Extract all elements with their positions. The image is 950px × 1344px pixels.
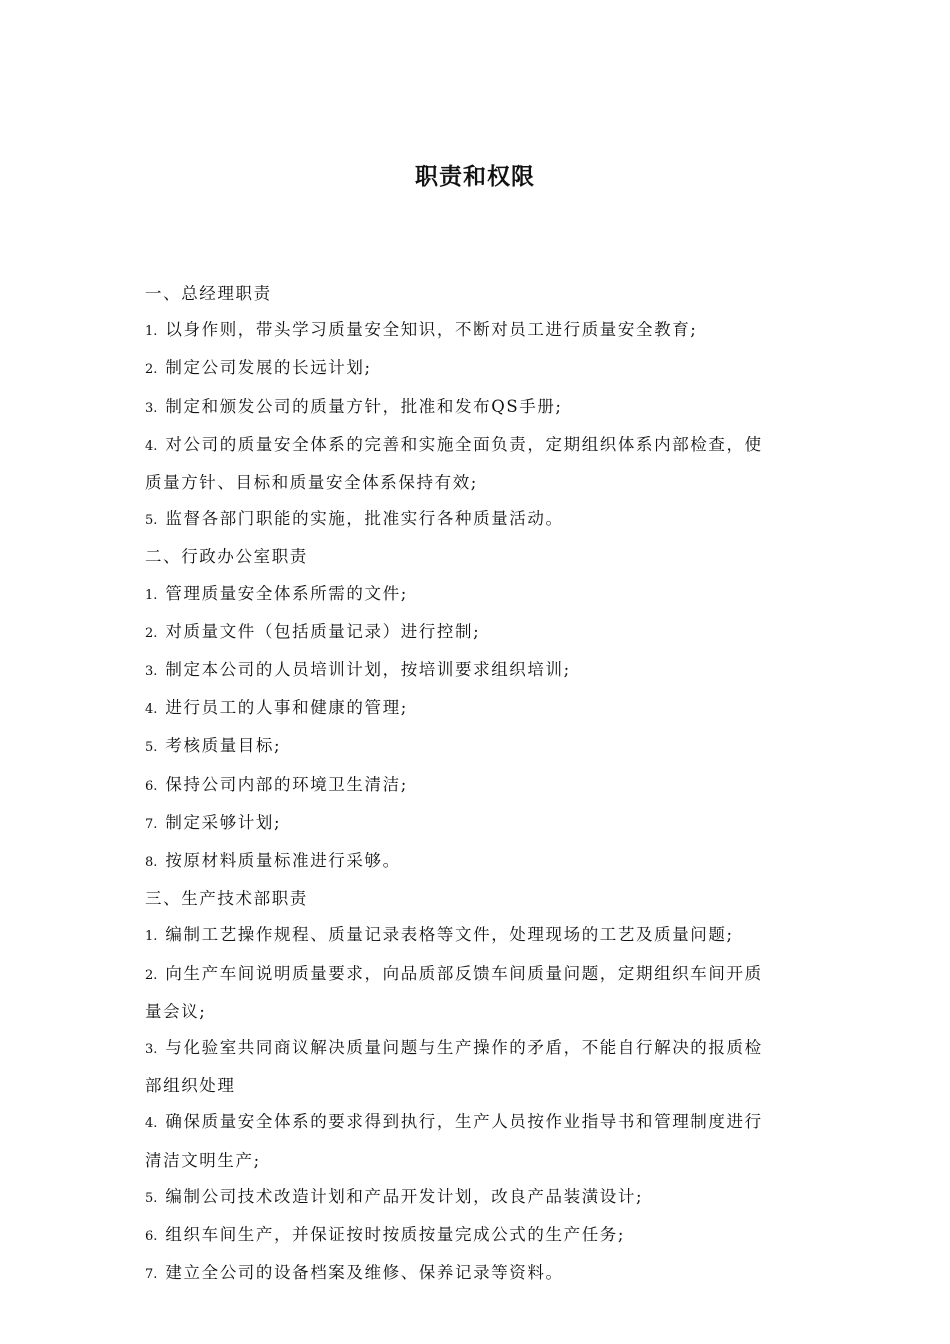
item-number: 1. (145, 324, 158, 340)
item-text: 编制公司技术改造计划和产品开发计划，改良产品装潢设计; (165, 1186, 644, 1206)
item-number: 7. (145, 1267, 158, 1283)
section-heading-admin-office: 二、行政办公室职责 (145, 547, 308, 567)
item-text: 进行员工的人事和健康的管理; (165, 698, 408, 718)
item-number: 5. (145, 513, 158, 529)
item-text: 对质量文件（包括质量记录）进行控制; (165, 621, 481, 641)
item-text: 以身作则，带头学习质量安全知识，不断对员工进行质量安全教育; (165, 320, 698, 340)
item-number: 1. (145, 587, 158, 603)
list-item (145, 917, 807, 955)
item-text: 组织车间生产，并保证按时按质按量完成公式的生产任务; (165, 1225, 626, 1245)
list-item (145, 843, 807, 881)
item-text: 确保质量安全体系的要求得到执行，生产人员按作业指导书和管理制度进行 (165, 1112, 763, 1132)
item-number: 4. (145, 702, 158, 718)
list-item (145, 1255, 807, 1293)
item-number: 5. (145, 1190, 158, 1206)
item-text: 建立全公司的设备档案及维修、保养记录等资料。 (165, 1263, 564, 1283)
item-number: 3. (145, 664, 158, 680)
item-text: 监督各部门职能的实施，批准实行各种质量活动。 (165, 509, 564, 529)
document-body (145, 276, 807, 1293)
item-number: 7. (145, 816, 158, 832)
item-continuation: 清洁文明生产; (145, 1150, 261, 1170)
item-number: 4. (145, 438, 158, 454)
list-item (145, 805, 807, 843)
item-number: 2. (145, 967, 158, 983)
list-item (145, 767, 807, 805)
item-number: 8. (145, 855, 158, 871)
item-number: 3. (145, 1042, 158, 1058)
item-text: 编制工艺操作规程、质量记录表格等文件，处理现场的工艺及质量问题; (165, 925, 734, 945)
item-text: 制定公司发展的长远计划; (165, 358, 372, 378)
list-item (145, 312, 807, 350)
item-number: 3. (145, 400, 158, 416)
item-number: 6. (145, 778, 158, 794)
item-number: 2. (145, 362, 158, 378)
item-continuation: 部组织处理 (145, 1076, 236, 1096)
item-text: 制定本公司的人员培训计划，按培训要求组织培训; (165, 660, 571, 680)
item-number: 4. (145, 1116, 158, 1132)
item-continuation: 量会议; (145, 1001, 207, 1021)
section-heading-general-manager: 一、总经理职责 (145, 284, 272, 303)
item-number: 2. (145, 625, 158, 641)
document-title: 职责和权限 (415, 163, 535, 190)
list-item (145, 501, 807, 539)
item-text: 对公司的质量安全体系的完善和实施全面负责，定期组织体系内部检查，使 (165, 434, 763, 454)
list-item (145, 389, 807, 427)
item-number: 5. (145, 740, 158, 756)
list-item (145, 1030, 807, 1068)
list-item (145, 1179, 807, 1217)
item-text: 考核质量目标; (165, 736, 282, 756)
list-item (145, 427, 807, 465)
list-item (145, 1217, 807, 1255)
list-item (145, 350, 807, 388)
item-text: 向生产车间说明质量要求，向品质部反馈车间质量问题，定期组织车间开质 (165, 963, 763, 983)
item-number: 6. (145, 1229, 158, 1245)
list-item (145, 1104, 807, 1142)
item-text: 保持公司内部的环境卫生清洁; (165, 774, 408, 794)
list-item (145, 956, 807, 994)
item-text: 与化验室共同商议解决质量问题与生产操作的矛盾，不能自行解决的报质检 (165, 1038, 763, 1058)
list-item (145, 728, 807, 766)
item-continuation: 质量方针、目标和质量安全体系保持有效; (145, 473, 478, 493)
item-text: 制定和颁发公司的质量方针，批准和发布QS手册; (165, 396, 563, 416)
item-text: 按原材料质量标准进行采够。 (165, 851, 401, 871)
list-item (145, 576, 807, 614)
item-number: 1. (145, 929, 158, 945)
list-item (145, 690, 807, 728)
section-heading-production-tech: 三、生产技术部职责 (145, 889, 308, 909)
item-text: 制定采够计划; (165, 812, 282, 832)
list-item (145, 614, 807, 652)
list-item (145, 652, 807, 690)
item-text: 管理质量安全体系所需的文件; (165, 583, 408, 603)
